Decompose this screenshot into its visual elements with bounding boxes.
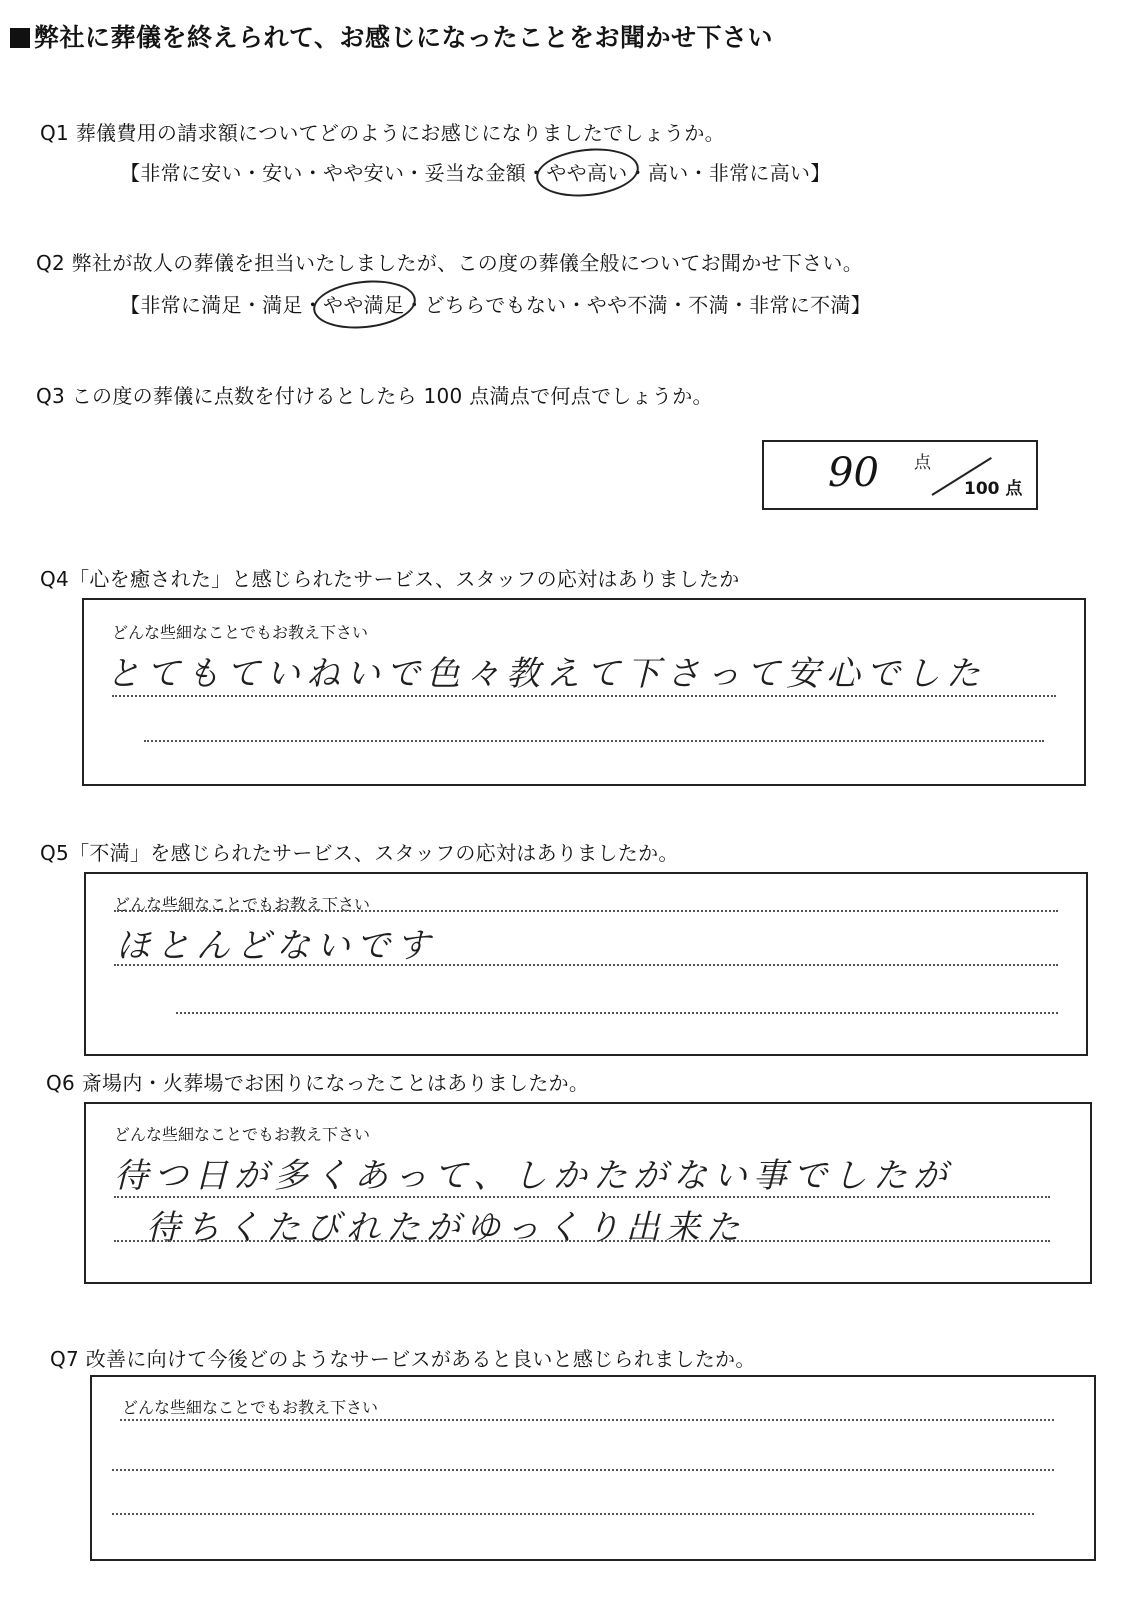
q5-question: Q5「不満」を感じられたサービス、スタッフの応対はありましたか。 [40,841,679,865]
q1-option[interactable]: 高い [647,161,689,185]
answer-rule [120,1419,1054,1421]
answer-rule [114,964,1058,966]
answer-rule [114,1240,1050,1242]
answer-rule [114,910,1058,912]
q4-hint: どんな些細なことでもお教え下さい [112,623,369,642]
score-value: 90 [828,450,879,496]
score-unit: 点 [914,453,931,473]
q4-question: Q4「心を癒された」と感じられたサービス、スタッフの応対はありましたか [40,567,740,591]
q6-hint: どんな些細なことでもお教え下さい [114,1125,371,1144]
q1-question: Q1 葬儀費用の請求額についてどのようにお感じになりましたでしょうか。 [40,121,725,145]
q2-options: 【非常に満足・満足・やや満足・どちらでもない・やや不満・不満・非常に不満】 [120,289,871,318]
q4-answer-box[interactable] [82,598,1086,786]
q2-option[interactable]: 非常に不満 [749,293,851,317]
answer-rule [176,1012,1058,1014]
q1-options: 【非常に安い・安い・やや安い・妥当な金額・やや高い・高い・非常に高い】 [120,157,831,186]
q2-option-selected[interactable]: やや満足 [323,289,404,318]
q2-option[interactable]: 不満 [688,293,729,317]
q6-answer-line-2: 待ちくたびれたがゆっくり出来た [146,1208,746,1248]
answer-rule [144,740,1044,742]
q5-hint: どんな些細なことでもお教え下さい [114,895,371,914]
square-bullet-icon [10,28,30,48]
q1-option[interactable]: 妥当な金額 [424,161,527,185]
q1-option[interactable]: やや安い [323,161,405,185]
q5-answer-line-1: ほとんどないです [116,926,436,966]
q2-option[interactable]: どちらでもない [424,293,567,317]
q6-answer-line-1: 待つ日が多くあって、しかたがない事でしたが [114,1156,953,1196]
q1-option[interactable]: 非常に高い [708,161,811,185]
q2-option[interactable]: 満足 [262,293,303,317]
survey-heading: 弊社に葬儀を終えられて、お感じになったことをお聞かせ下さい [10,18,773,54]
q1-option[interactable]: 安い [262,161,303,185]
answer-rule [114,1196,1050,1198]
q6-answer-box[interactable] [84,1102,1092,1284]
q2-option[interactable]: やや不満 [586,293,668,317]
q2-question: Q2 弊社が故人の葬儀を担当いたしましたが、この度の葬儀全般についてお聞かせ下さい。 [36,251,864,275]
answer-rule [112,695,1056,697]
q1-option-selected[interactable]: やや高い [546,157,627,186]
answer-rule [112,1513,1034,1515]
q6-question: Q6 斎場内・火葬場でお困りになったことはありましたか。 [46,1071,590,1095]
score-max: 100 点 [964,479,1023,499]
q3-question: Q3 この度の葬儀に点数を付けるとしたら 100 点満点で何点でしょうか。 [36,384,713,408]
q2-option[interactable]: 非常に満足 [140,293,242,317]
q5-answer-box[interactable] [84,872,1088,1056]
q7-hint: どんな些細なことでもお教え下さい [122,1398,379,1417]
q1-option[interactable]: 非常に安い [140,161,242,185]
q7-answer-box[interactable] [90,1375,1096,1561]
answer-rule [112,1469,1054,1471]
q4-answer-line-1: とてもていねいで色々教えて下さって安心でした [106,654,986,694]
q7-question: Q7 改善に向けて今後どのようなサービスがあると良いと感じられましたか。 [50,1347,756,1371]
score-box[interactable] [762,440,1038,510]
